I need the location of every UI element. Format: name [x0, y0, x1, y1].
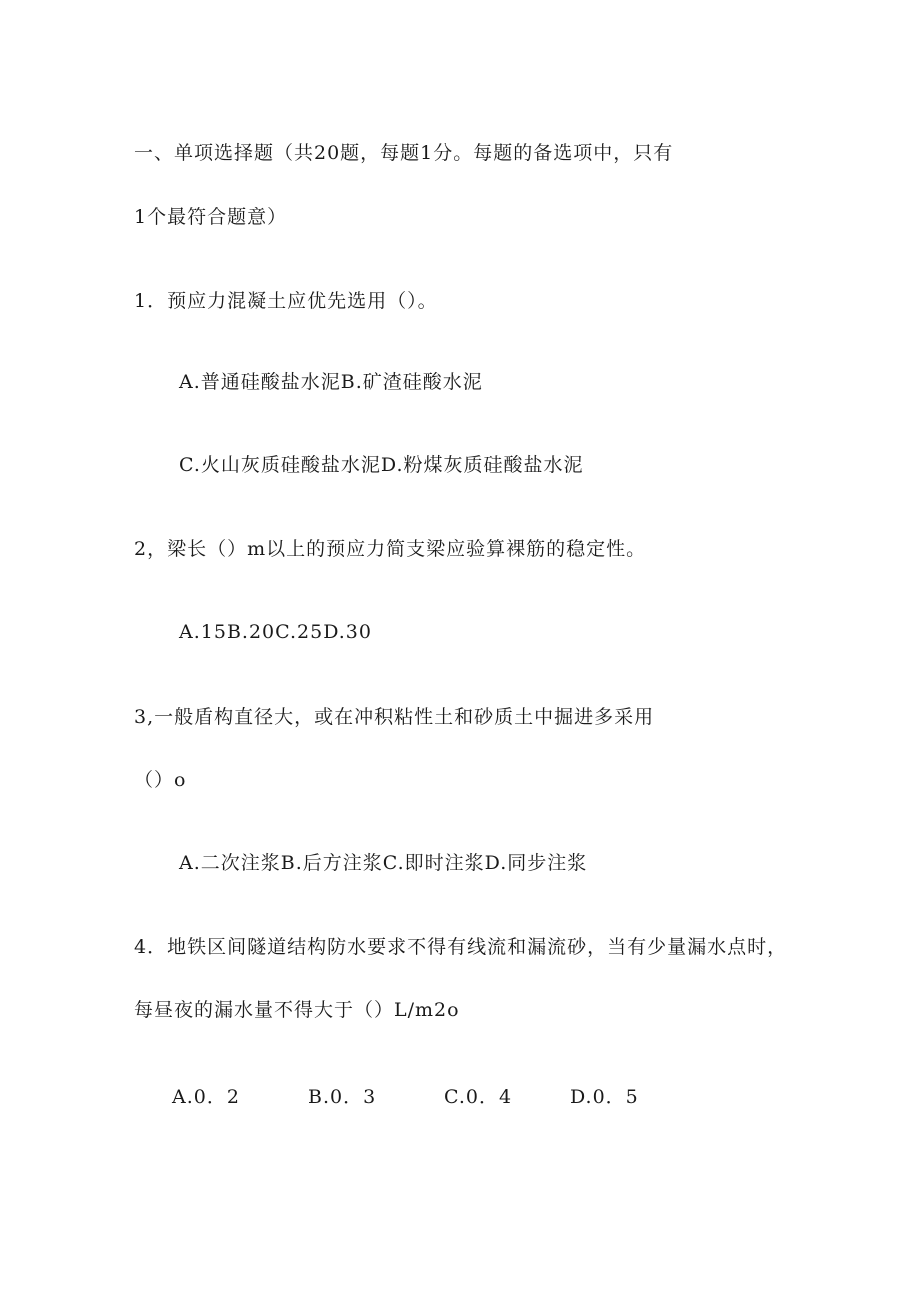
question-options: A.15B.20C.25D.30 — [179, 621, 372, 643]
question-options: C.火山灰质硅酸盐水泥D.粉煤灰质硅酸盐水泥 — [179, 454, 584, 476]
question-stem: 4．地铁区间隧道结构防水要求不得有线流和漏流砂，当有少量漏水点时， — [134, 936, 788, 958]
question-stem-continuation: （）o — [134, 769, 187, 791]
question-stem: 2，梁长（）m以上的预应力简支梁应验算裸筋的稳定性。 — [134, 538, 647, 560]
question-stem: 1．预应力混凝土应优先选用（）。 — [134, 290, 438, 312]
section-heading-line-2: 1个最符合题意） — [134, 206, 288, 228]
option-c: C.0．4 — [444, 1086, 513, 1108]
question-stem-continuation: 每昼夜的漏水量不得大于（）L/m2o — [134, 999, 460, 1021]
question-stem: 3,一般盾构直径大，或在冲积粘性土和砂质土中掘进多采用 — [134, 706, 655, 728]
option-b: B.0．3 — [308, 1086, 377, 1108]
option-d: D.0．5 — [570, 1086, 639, 1108]
question-options: A.普通硅酸盐水泥B.矿渣硅酸水泥 — [179, 371, 483, 393]
section-heading-line-1: 一、单项选择题（共20题，每题1分。每题的备选项中，只有 — [134, 142, 674, 164]
question-options: A.二次注浆B.后方注浆C.即时注浆D.同步注浆 — [179, 852, 588, 874]
option-a: A.0．2 — [172, 1086, 240, 1108]
